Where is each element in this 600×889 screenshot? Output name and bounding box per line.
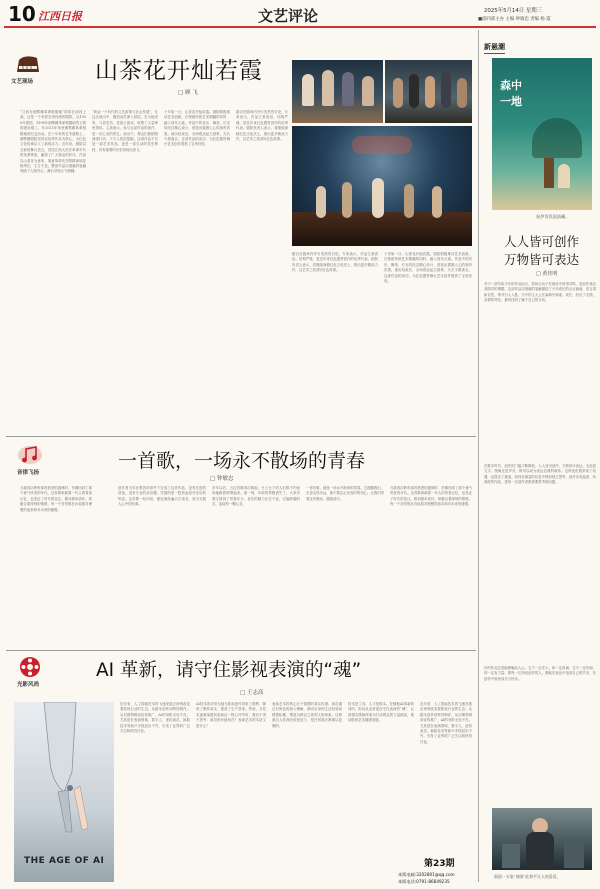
stage-photo-group: [385, 60, 472, 123]
stage-photo-cast: [292, 60, 383, 123]
article-3-col-2: AI技术的应用无疑为影视创作带来了便利，降低了制作成本，提高了生产效率。然而，当技术逐渐渗透到表演这一核心环节时，我们不得不思考：演员的价值何在？表演艺术的本质又是什么？: [196, 702, 266, 728]
column-tag-label: 文艺现场: [11, 79, 34, 85]
section-title: 文艺评论: [258, 7, 319, 25]
column-tag-yinyue: [8, 444, 52, 484]
article-2-headline: 一首歌，一场永不散场的青春: [118, 450, 366, 472]
footer-email: 本版电邮:3202801@qq.com: [398, 872, 455, 877]
page-number: 10: [8, 2, 36, 26]
article-2-col-3: 多年以后，当这首歌再次响起，台上台下的人们都不约而同地跟着哼唱起来。那一刻，年龄的界限消失了，大家仿佛又回到了青春年少。音乐的魅力正在于此，它能跨越时空，连接每一颗心灵。: [212, 486, 300, 507]
divider-1: [6, 436, 476, 437]
article-2-col-5: 当我再次聆听那首熟悉的旋律时，仿佛回到了那个意气风发的年代。这首歌承载着一代人的青春记忆，也见证了时代的变迁。歌词简单质朴，却蕴含着深刻的情感，每一个音符都在诉说着对理想的追求和对未来的憧憬。: [390, 486, 472, 507]
article-3-col-3: 表演艺术的核心在于情感的真实传递。演员通过对角色的深入理解，调动自身的生活经验和情感积累，塑造出鲜活立体的人物形象。这种源自人性深处的创造力，是任何算法都难以复制的。: [272, 702, 342, 728]
book-title: 森中一地: [500, 79, 522, 108]
sidebar-photo: [492, 808, 592, 870]
article-1-headline: 山茶花开灿若霞: [95, 58, 263, 84]
article-2-col-1: 当我再次聆听那首熟悉的旋律时，仿佛回到了那个意气风发的年代。这首歌承载着一代人的青春记忆，也见证了时代的变迁。歌词简单质朴，却蕴含着深刻的情感，每一个音符都在诉说着对理想的追求和对未来的憧憬。: [20, 486, 92, 512]
poster-title: THE AGE OF AI: [24, 856, 105, 866]
article-2-col-2: 创作者当年在艰苦的条件下完成了这首作品，没有先进的设备，没有专业的录音棚，凭借的是一腔热血和对音乐的热爱。这首歌一经问世，便迅速传遍大江南北，成为无数人心中的经典。: [118, 486, 206, 507]
piano-icon: [15, 54, 41, 74]
article-1-col-1: “江西在湘鄂赣革命根据地”即将在南昌上演。这是一个有着光荣传统的剧院，从1956年建团，1998年湘鄂赣革命根据地烈士陵园建设竣工，在2015年荣获湘鄂赣革命根据地的纪念活动。在十年来的艺术道路上，湘鄂赣剧院坚持以优秀作品为核心，为红色文化传承注入了新的活力。近年来，剧院以全新的舞台语言，讲述江西人民在革命年代的英勇事迹，赢得了广大观众的好评。作品以山茶花为意象，寓意革命先烈的精神如花般绚烂，生生不息。整部作品以细腻的笔触刻画了人物内心，舞台呈现大气磅礴。: [20, 110, 86, 174]
article-1: [0, 30, 476, 440]
sidebar-headline-2: 万物皆可表达: [504, 252, 580, 267]
sidebar-divider: [478, 30, 479, 882]
music-note-icon: [16, 444, 44, 466]
sidebar-byline: □ 黄佳明: [536, 271, 558, 277]
masthead-rule: [4, 26, 596, 28]
divider-2: [6, 650, 476, 651]
robot-hand-icon: [14, 702, 114, 842]
article-1-col-3: 十年如一日，山茶花开灿若霞。剧院积极推动艺术创新，在保留传统艺术精髓的同时，融入现代元素。作品中的音乐、舞美、灯光均经过精心设计，营造出震撼人心的视听效果。演出结束后，全场观众起立鼓掌，久久不愿离去。这部作品的成功，为红色题材舞台艺术创作提供了宝贵经验。: [164, 110, 230, 147]
sidebar-headline-1: 人人皆可创作: [504, 234, 580, 249]
book-cover: [492, 58, 592, 210]
article-2-byline: □ 钟敏忠: [210, 476, 234, 482]
column-tag-label: 光影风尚: [17, 682, 40, 688]
article-3-byline: □ 王志高: [240, 690, 264, 696]
issue-number: 第23期: [424, 859, 455, 869]
editor-meta: ■副刊部主办 主编 钟敏忠 责编 杨 霞: [478, 17, 551, 22]
article-3-col-4: 技术是工具，人才是根本。在拥抱AI革新的同时，影视从业者更应守住表演的“魂”，让真情实感始终成为打动观众的力量源泉，推动影视艺术健康发展。: [348, 702, 414, 723]
column-tag-wenyi: [8, 52, 48, 98]
article-3-col-1: 近年来，人工智能技术的飞速发展正深刻改变着影视行业的生态。从剧本创作到特效制作，从后期剪辑到宣传推广，AI的身影无处不在。尤其是在表演领域，数字人、虚拟演员、换脸技术等新兴手段层出不穷，引发了业界的广泛关注和热烈讨论。: [120, 702, 190, 734]
article-1-byline: □ 顾 飞: [178, 90, 198, 96]
sidebar-body-2: 在数字时代，创作的门槛不断降低，人人皆可创作，万物皆可表达。无论是文字、图像还是声音，都可以成为表达自我的载体。这种变化既带来了机遇，也提出了挑战。如何在海量的信息中保持独立思考，创作出有温度、有深度的作品，是每一位创作者都需要思考的问题。: [484, 464, 596, 485]
article-3-col-5: 近年来，人工智能技术的飞速发展正深刻改变着影视行业的生态。从剧本创作到特效制作，从后期剪辑到宣传推广，AI的身影无处不在。尤其是在表演领域，数字人、虚拟演员、换脸技术等新兴手段层出不穷，引发了业界的广泛关注和热烈讨论。: [420, 702, 472, 744]
sidebar-tag: 新悬潮: [484, 42, 505, 54]
article-1-col-4: 剧目在剧场内外引发热烈讨论，专家表示，作品立意高远、结构严谨，是近年来红色题材创作的优秀代表。剧院负责人表示，将继续深耕红色文化沃土，推出更多精品力作，以艺术之美讲好红色故事。: [236, 110, 288, 142]
book-caption: 祝伊哥乳倡油藏。: [536, 214, 570, 219]
movie-poster: [14, 702, 114, 882]
column-tag-guangying: [10, 656, 54, 696]
article-3-headline: AI 革新，请守住影视表演的“魂”: [96, 660, 362, 681]
footer-phone: 本版电话:0791-86849235: [398, 879, 450, 884]
column-tag-label: 音律飞扬: [17, 470, 40, 476]
sidebar-body-1: 对于一部写给少年的作品而言，如何让孩子在阅读中获得共鸣，是创作者必须面对的课题。这部作品以细腻的笔触描绘了少年成长的点点滴滴，语言清新自然，情节引人入胜。书中的主人公在森林中探索、成长，经历了友情、亲情的考验，最终找到了属于自己的方向。: [484, 282, 596, 303]
article-1-col-6: 十年如一日，山茶花开灿若霞。剧院积极推动艺术创新，在保留传统艺术精髓的同时，融入现代元素。作品中的音乐、舞美、灯光均经过精心设计，营造出震撼人心的视听效果。演出结束后，全场观众起立鼓掌，久久不愿离去。这部作品的成功，为红色题材舞台艺术创作提供了宝贵经验。: [384, 252, 472, 284]
paper-logo: 江西日报: [38, 10, 82, 23]
sidebar-photo-caption: 画面一支笔“刻画”此刻平凡人的喜爱。: [494, 874, 561, 879]
article-3: [0, 652, 476, 889]
article-1-col-2: “黄金一个时代的文艺政策与社会发展”，在这次演出中，剧组成员深入基层，在当地采风，与老党员、老战士座谈，收集了大量珍贵资料。主演表示，参与这部作品的创作，是一次心灵的洗礼。演出中，观众们被剧情深深打动，不少人热泪盈眶。这部作品不仅是一部艺术作品，更是一部生动的党史教材，具有重要的历史和现实意义。: [92, 110, 158, 152]
article-2: [0, 440, 476, 648]
film-reel-icon: [18, 656, 42, 678]
issue-date: 2025年5月14日 星期三: [484, 8, 543, 14]
article-2-col-4: 一首好歌，就是一场永不散场的青春。它提醒我们，无论走得多远，都不要忘记出发时的初心。让我们带着这份感动，继续前行。: [306, 486, 384, 501]
article-1-col-5: 剧目在剧场内外引发热烈讨论，专家表示，作品立意高远、结构严谨，是近年来红色题材创作的优秀代表。剧院负责人表示，将继续深耕红色文化沃土，推出更多精品力作，以艺术之美讲好红色故事。: [292, 252, 378, 273]
stage-photo-performance: [292, 126, 472, 246]
sidebar-body-3: 好的作品总是能够触动人心。它不一定宏大，却一定真诚；它不一定华丽，却一定有力量。愿每一位热爱创作的人，都能在表达中找到自己的声音，在创作中收获成长与快乐。: [484, 666, 596, 681]
sidebar: [480, 30, 600, 889]
masthead: [0, 0, 600, 28]
